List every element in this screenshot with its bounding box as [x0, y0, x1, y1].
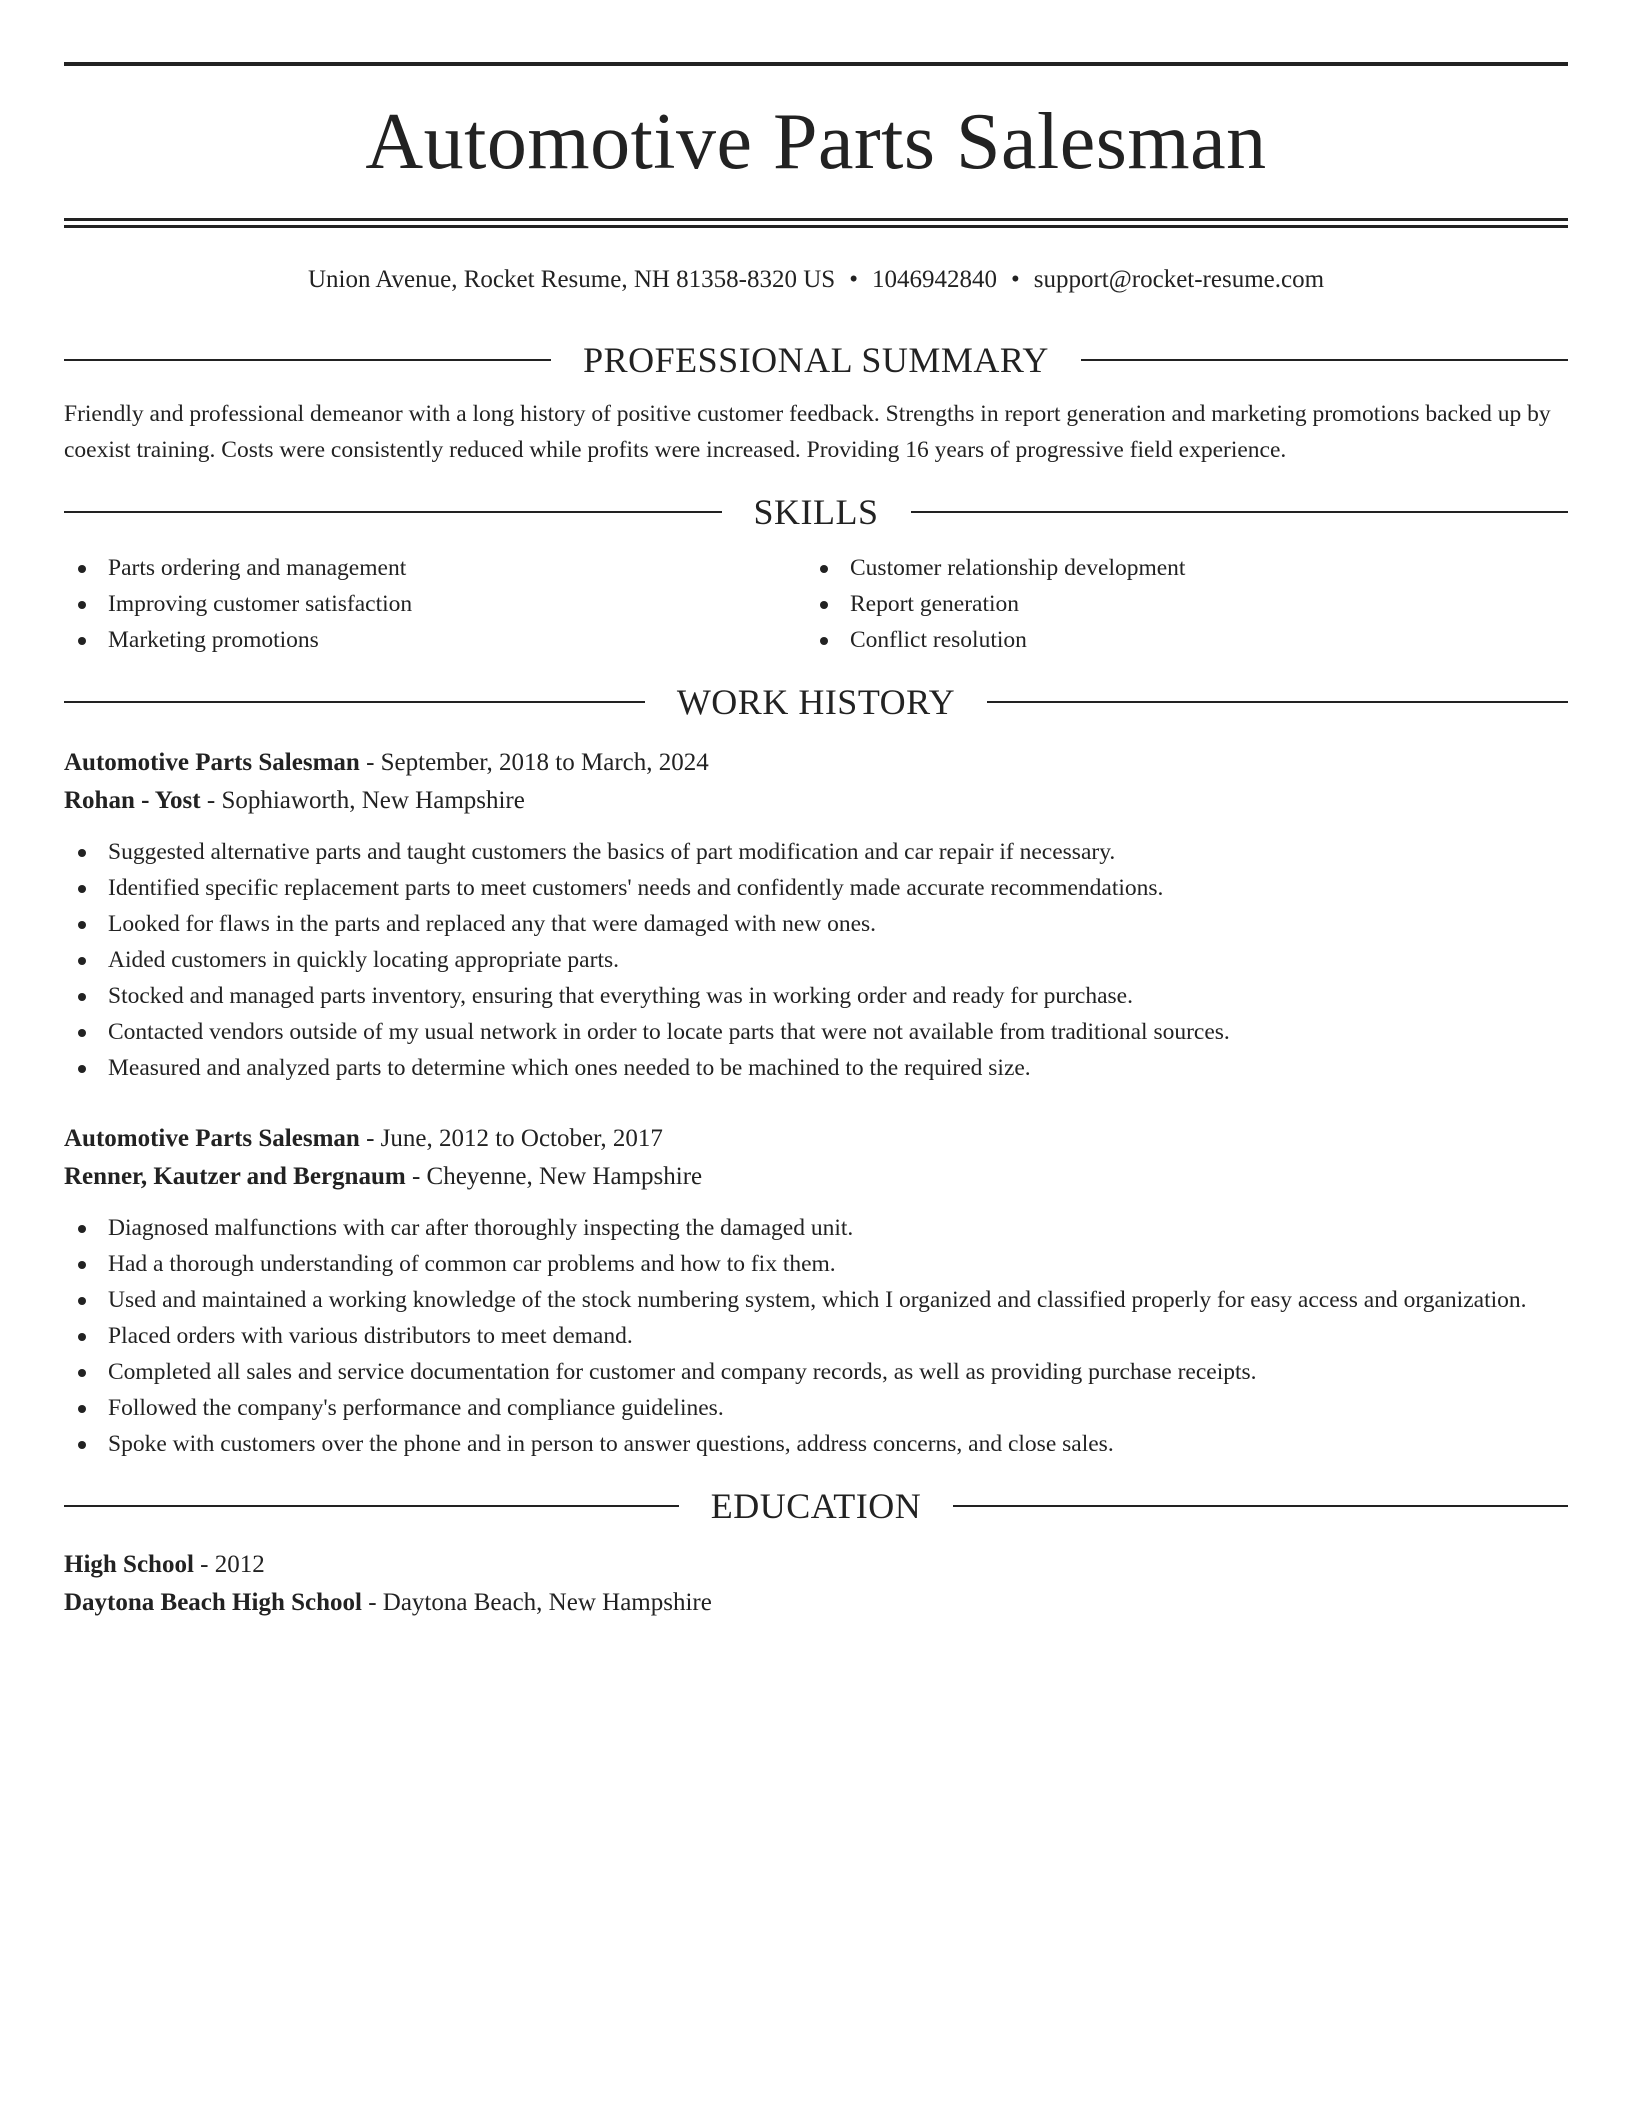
list-item	[64, 1318, 1568, 1354]
list-item	[64, 1426, 1568, 1462]
job-bullets	[64, 1210, 1568, 1462]
heading-rule-left	[64, 1505, 679, 1507]
dash: -	[206, 787, 216, 814]
heading-rule-right	[953, 1505, 1568, 1507]
dash: -	[366, 749, 375, 776]
bullet-dot	[78, 601, 86, 609]
summary-heading	[64, 338, 1568, 382]
bullet-dot	[78, 565, 86, 573]
resume-page	[64, 62, 1568, 1622]
dash: -	[411, 1163, 421, 1190]
bullet-text: Placed orders with various distributors to meet demand.	[108, 1323, 633, 1349]
heading-rule-right	[911, 511, 1569, 513]
summary-heading-label: PROFESSIONAL SUMMARY	[583, 340, 1049, 380]
bullet-dot	[78, 1369, 86, 1377]
bullet-text: Followed the company's performance and compliance guidelines.	[108, 1395, 724, 1421]
bullet-text: Stocked and managed parts inventory, ensuring that everything was in working order and ready for purchase.	[108, 983, 1133, 1009]
job-company-line	[64, 1158, 1568, 1196]
skill-item	[64, 622, 806, 658]
education-entry	[64, 1546, 1568, 1622]
contact-email[interactable]: support@rocket-resume.com	[1033, 266, 1325, 293]
bullet-dot	[78, 849, 86, 857]
work-heading-label: WORK HISTORY	[676, 682, 956, 722]
bullet-text: Contacted vendors outside of my usual network in order to locate parts that were not available from traditional sources.	[108, 1019, 1230, 1045]
job-title-line	[64, 744, 1568, 782]
bullet-dot	[78, 993, 86, 1001]
job-title-line	[64, 1120, 1568, 1158]
bullet-text: Completed all sales and service documentation for customer and company records, as well as providing purchase receipts.	[108, 1359, 1257, 1385]
bullet-dot	[78, 1405, 86, 1413]
job-bullets	[64, 834, 1568, 1086]
list-item	[64, 1014, 1568, 1050]
contact-address: Union Avenue, Rocket Resume, NH 81358-8320 US	[307, 266, 836, 293]
bullet-dot	[78, 1441, 86, 1449]
job-entry	[64, 744, 1568, 1086]
bullet-dot	[78, 885, 86, 893]
contact-separator: •	[849, 266, 858, 293]
bullet-text: Spoke with customers over the phone and in person to answer questions, address concerns, and close sales.	[108, 1431, 1114, 1457]
job-company-line	[64, 782, 1568, 820]
list-item	[64, 1282, 1568, 1318]
dash: -	[366, 1125, 375, 1152]
skills-column-right	[806, 550, 1548, 658]
bullet-text: Used and maintained a working knowledge of the stock numbering system, which I organized and classified properly for easy access and organization.	[108, 1287, 1527, 1313]
bullet-dot	[78, 637, 86, 645]
list-item	[64, 1354, 1568, 1390]
job-company: Renner, Kautzer and Bergnaum	[64, 1163, 406, 1190]
bullet-text: Identified specific replacement parts to meet customers' needs and confidently made accurate recommendations.	[108, 875, 1164, 901]
contact-separator: •	[1010, 266, 1020, 293]
skill-item	[64, 550, 806, 586]
bullet-dot	[78, 1225, 86, 1233]
skill-item	[806, 586, 1548, 622]
heading-rule-right	[987, 701, 1568, 703]
bullet-dot	[820, 637, 828, 645]
bullet-dot	[78, 1333, 86, 1341]
bullet-dot	[78, 1297, 86, 1305]
skill-item	[806, 550, 1548, 586]
list-item	[64, 978, 1568, 1014]
heading-rule-left	[64, 511, 722, 513]
education-location: Daytona Beach, New Hampshire	[382, 1589, 712, 1616]
bullet-text: Looked for flaws in the parts and replaced any that were damaged with new ones.	[108, 911, 877, 937]
contact-line	[64, 264, 1568, 296]
list-item	[64, 906, 1568, 942]
bullet-text: Diagnosed malfunctions with car after thoroughly inspecting the damaged unit.	[108, 1215, 854, 1241]
skill-text: Parts ordering and management	[108, 555, 407, 581]
bullet-dot	[78, 1261, 86, 1269]
skill-text: Report generation	[850, 591, 1020, 617]
top-rule	[64, 62, 1568, 66]
summary-text: Friendly and professional demeanor with a long history of positive customer feedback. Strengths in report generation and marketing promotions backed up by coexist training. Costs were consistently reduced while profits were increased. Providing 16 years of progressive field experience.	[64, 401, 1551, 463]
list-item	[64, 942, 1568, 978]
skill-item	[806, 622, 1548, 658]
heading-rule-left	[64, 359, 551, 361]
bullet-text: Had a thorough understanding of common car problems and how to fix them.	[108, 1251, 836, 1277]
bullet-text: Measured and analyzed parts to determine which ones needed to be machined to the required size.	[108, 1055, 1031, 1081]
job-company: Rohan - Yost	[64, 787, 201, 814]
education-heading	[64, 1484, 1568, 1528]
skills-heading	[64, 490, 1568, 534]
list-item	[64, 1390, 1568, 1426]
bullet-dot	[78, 921, 86, 929]
dash: -	[368, 1589, 377, 1616]
job-location: Cheyenne, New Hampshire	[426, 1163, 703, 1190]
list-item	[64, 870, 1568, 906]
skills-heading-label: SKILLS	[753, 492, 879, 532]
job-entry	[64, 1120, 1568, 1462]
work-heading	[64, 680, 1568, 724]
skill-text: Customer relationship development	[850, 555, 1186, 581]
education-year: 2012	[214, 1551, 265, 1578]
skills-list-left	[64, 550, 806, 658]
skill-text: Marketing promotions	[108, 627, 319, 653]
bullet-text: Suggested alternative parts and taught customers the basics of part modification and car repair if necessary.	[108, 839, 1116, 865]
education-heading-label: EDUCATION	[710, 1486, 922, 1526]
resume-title: Automotive Parts Salesman	[365, 98, 1267, 186]
heading-rule-left	[64, 701, 645, 703]
dash: -	[200, 1551, 209, 1578]
bullet-dot	[78, 1065, 86, 1073]
heading-rule-right	[1081, 359, 1568, 361]
education-school: Daytona Beach High School	[64, 1589, 362, 1616]
list-item	[64, 1246, 1568, 1282]
job-dates: June, 2012 to October, 2017	[380, 1125, 663, 1152]
list-item	[64, 1050, 1568, 1086]
skills-column-left	[64, 550, 806, 658]
bullet-dot	[820, 601, 828, 609]
bullet-dot	[78, 1029, 86, 1037]
education-degree: High School	[64, 1551, 194, 1578]
list-item	[64, 1210, 1568, 1246]
job-dates: September, 2018 to March, 2024	[380, 749, 709, 776]
skill-text: Conflict resolution	[850, 627, 1027, 653]
education-degree-line	[64, 1546, 1568, 1584]
title-double-rule	[64, 218, 1568, 228]
contact-phone: 1046942840	[871, 266, 997, 293]
bullet-text: Aided customers in quickly locating appropriate parts.	[108, 947, 619, 973]
job-title: Automotive Parts Salesman	[64, 1125, 360, 1152]
job-title: Automotive Parts Salesman	[64, 749, 360, 776]
skill-item	[64, 586, 806, 622]
skills-list-right	[806, 550, 1548, 658]
education-school-line	[64, 1584, 1568, 1622]
skills-grid	[64, 550, 1568, 658]
skill-text: Improving customer satisfaction	[108, 591, 413, 617]
bullet-dot	[78, 957, 86, 965]
bullet-dot	[820, 565, 828, 573]
list-item	[64, 834, 1568, 870]
job-location: Sophiaworth, New Hampshire	[221, 787, 525, 814]
